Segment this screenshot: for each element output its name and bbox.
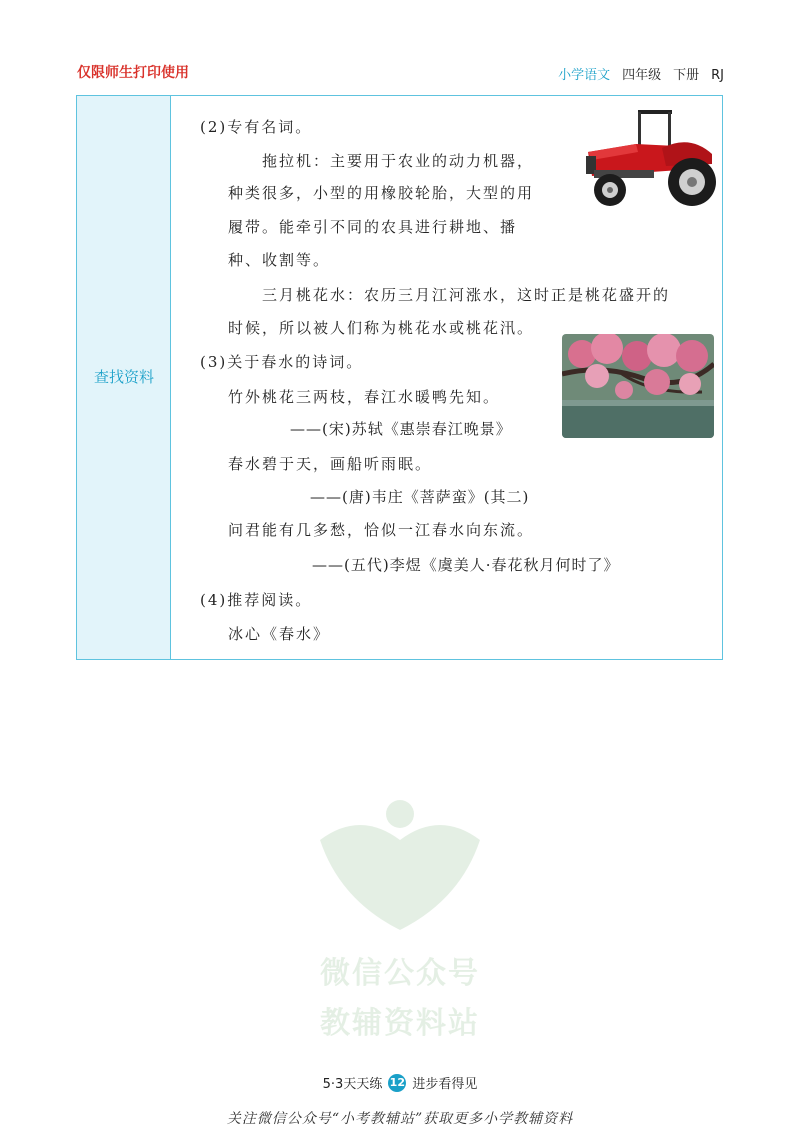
sprout-logo-icon bbox=[300, 790, 500, 940]
print-notice: 仅限师生打印使用 bbox=[77, 65, 189, 81]
poem-source: ——(唐)韦庄《菩萨蛮》(其二) bbox=[310, 488, 530, 506]
subject-label: 小学语文 bbox=[558, 68, 611, 83]
peach-water-line: 三月桃花水：农历三月江河涨水，这时正是桃花盛开的 bbox=[262, 286, 671, 304]
tractor-line: 拖拉机：主要用于农业的动力机器， bbox=[262, 152, 535, 170]
peach-blossom-photo bbox=[562, 334, 714, 438]
edition-label: RJ bbox=[711, 68, 724, 83]
series-name: 5·3天天练 bbox=[322, 1077, 383, 1092]
tractor-image bbox=[580, 104, 716, 212]
poem-source: ——(宋)苏轼《惠崇春江晚景》 bbox=[290, 420, 512, 438]
tractor-line: 种类很多，小型的用橡胶轮胎，大型的用 bbox=[228, 184, 535, 202]
recommended-book: 冰心《春水》 bbox=[228, 625, 331, 643]
poem-verse: 问君能有几多愁，恰似一江春水向东流。 bbox=[228, 521, 535, 539]
tractor-line: 履带。能牵引不同的农具进行耕地、播 bbox=[228, 218, 518, 236]
item4-heading: (4)推荐阅读。 bbox=[200, 591, 313, 609]
volume-label: 下册 bbox=[673, 68, 700, 83]
tractor-line: 种、收割等。 bbox=[228, 251, 331, 269]
watermark bbox=[300, 790, 500, 1050]
page-number: 12 bbox=[388, 1074, 406, 1092]
watermark-line: 微信公众号 bbox=[320, 956, 480, 991]
page-footer bbox=[0, 1073, 800, 1092]
poem-verse: 春水碧于天，画船听雨眠。 bbox=[228, 455, 433, 473]
watermark-line: 教辅资料站 bbox=[320, 1006, 480, 1041]
book-info bbox=[558, 64, 724, 83]
footer-slogan: 进步看得见 bbox=[412, 1077, 478, 1092]
item2-heading: (2)专有名词。 bbox=[200, 118, 313, 136]
poem-source: ——(五代)李煜《虞美人·春花秋月何时了》 bbox=[312, 556, 620, 574]
peach-water-line: 时候，所以被人们称为桃花水或桃花汛。 bbox=[228, 319, 535, 337]
bottom-note: 关注微信公众号“小考教辅站”获取更多小学教辅资料 bbox=[226, 1111, 574, 1127]
item3-heading: (3)关于春水的诗词。 bbox=[200, 353, 364, 371]
grade-label: 四年级 bbox=[622, 68, 662, 83]
poem-verse: 竹外桃花三两枝，春江水暖鸭先知。 bbox=[228, 388, 501, 406]
section-label: 查找资料 bbox=[93, 368, 154, 386]
